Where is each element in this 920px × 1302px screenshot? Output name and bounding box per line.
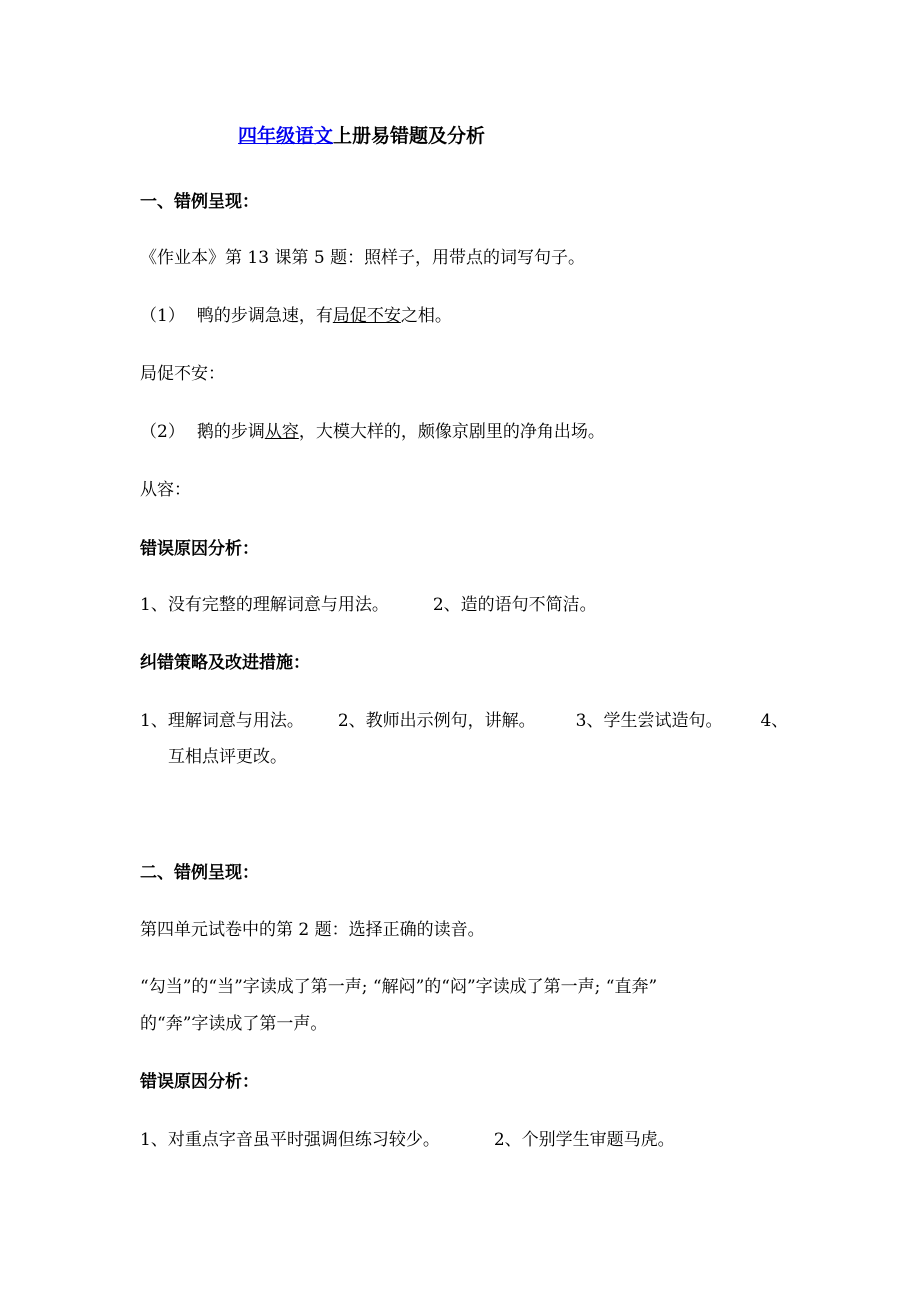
section1-blank2: 从容： [140, 480, 191, 500]
item2-text-after: ，大模大样的，颇像京剧里的净角出场。 [298, 422, 605, 442]
cause-item-1: 1、没有完整的理解词意与用法。 [140, 595, 389, 615]
s2-cause-item-2: 2、个别学生审题马虎。 [493, 1130, 675, 1150]
fix-item-1: 1、理解词意与用法。 [140, 711, 304, 731]
document-title [238, 124, 485, 148]
cause-item-2: 2、造的语句不简洁。 [432, 595, 597, 615]
s2-cause-item-1: 1、对重点字音虽平时强调但练习较少。 [140, 1130, 440, 1150]
section1-blank1: 局促不安： [140, 364, 225, 384]
section1-item2 [140, 420, 605, 444]
title-link[interactable]: 四年级语文 [238, 125, 334, 147]
section1-causes [140, 593, 597, 617]
item2-number: （2） [140, 422, 185, 442]
section1-question: 《作业本》第 13 课第 5 题：照样子，用带点的词写句子。 [140, 248, 586, 268]
section2-heading: 二、错例呈现： [140, 863, 259, 883]
item1-number: （1） [140, 306, 185, 326]
item2-text-before: 鹅的步调 [196, 422, 265, 442]
section1-fix-continuation: 互相点评更改。 [168, 747, 287, 767]
fix-item-2: 2、教师出示例句，讲解。 [337, 711, 536, 731]
section2-error-line1: “勾当”的“当”字读成了第一声; “解闷”的“闷”字读成了第一声; “直奔” [140, 977, 658, 997]
section2-question: 第四单元试卷中的第 2 题：选择正确的读音。 [140, 920, 485, 940]
section2-error-line2: 的“奔”字读成了第一声。 [140, 1014, 328, 1034]
section2-causes [140, 1128, 675, 1152]
title-rest: 上册易错题及分析 [333, 125, 486, 147]
item1-underlined-word: 局促不安 [332, 306, 401, 326]
section1-fix-heading: 纠错策略及改进措施： [140, 653, 310, 673]
section1-fixes [140, 709, 788, 733]
item1-text-after: 之相。 [400, 306, 452, 326]
item2-underlined-word: 从容 [264, 422, 299, 442]
section1-heading: 一、错例呈现： [140, 192, 259, 212]
section1-item1 [140, 304, 452, 328]
fix-item-3: 3、学生尝试造句。 [575, 711, 723, 731]
item1-text-before: 鸭的步调急速，有 [196, 306, 333, 326]
fix-item-4-number: 4、 [760, 711, 789, 731]
section1-cause-heading: 错误原因分析： [140, 539, 259, 559]
section2-cause-heading: 错误原因分析： [140, 1072, 259, 1092]
